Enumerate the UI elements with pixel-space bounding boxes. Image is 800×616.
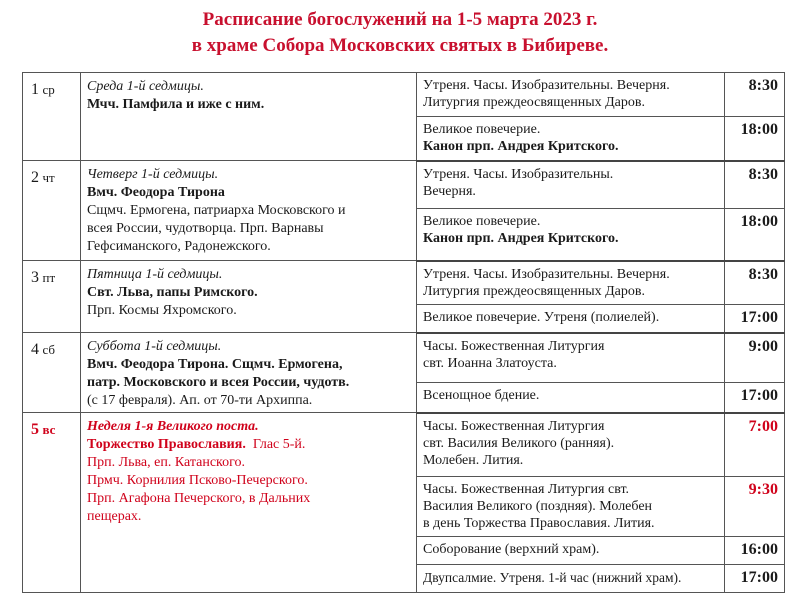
tone: Глас 5-й. [252,437,306,452]
service-time: 18:00 [725,117,785,161]
service-line: Утреня. Часы. Изобразительны. Вечерня. [423,78,670,93]
service-cell [417,161,725,209]
service-line: в день Торжества Православия. Лития. [423,516,655,531]
table-row [23,73,785,117]
day-number: 4 [31,341,39,358]
saints-cell [81,413,417,593]
date-cell [23,261,81,333]
table-row [23,413,785,477]
service-line: Великое повечерие. Утреня (полиелей). [423,310,660,325]
service-line: Литургия преждеосвященных Даров. [423,283,645,299]
date-cell [23,161,81,261]
service-line: Всенощное бдение. [423,388,540,403]
service-line: Великое повечерие. [423,214,541,229]
day-number: 1 [31,81,39,98]
service-cell [417,305,725,333]
saint-line: Свт. Льва, папы Римского. [87,285,258,300]
service-line: Василия Великого (поздняя). Молебен [423,499,653,514]
service-line: Великое повечерие. [423,122,541,137]
service-line: Молебен. Лития. [423,452,524,468]
service-time: 17:00 [725,383,785,413]
saint-line: Прп. Агафона Печерского, в Дальних [87,491,311,506]
week-day-line: Четверг 1-й седмицы. [87,167,219,182]
service-time: 8:30 [725,161,785,209]
table-row [23,161,785,209]
service-cell [417,333,725,383]
table-row [23,333,785,383]
service-line: Литургия преждеосвященных Даров. [423,95,645,110]
date-cell [23,333,81,413]
service-time: 17:00 [725,305,785,333]
saint-line: всея России, чудотворца. Прп. Варнавы [87,221,324,236]
service-time: 9:30 [725,477,785,537]
saint-line: Гефсиманского, Радонежского. [87,239,271,254]
date-cell [23,73,81,161]
day-of-week: сб [42,342,56,357]
service-time: 7:00 [725,413,785,477]
service-cell [417,413,725,477]
saint-line: Мчч. Памфила и иже с ним. [87,97,265,112]
service-time: 18:00 [725,209,785,261]
day-number: 2 [31,169,39,186]
table-row [23,261,785,305]
saint-line: Прмч. Корнилия Псково-Печерского. [87,473,308,488]
day-of-week: ср [42,82,55,97]
service-cell [417,261,725,305]
service-line: Утреня. Часы. Изобразительны. Вечерня. [423,266,670,282]
service-cell [417,565,725,593]
saints-cell [81,161,417,261]
date-cell [23,413,81,593]
service-time: 9:00 [725,333,785,383]
page-title: Расписание богослужений на 1-5 марта 2023 г. [202,9,598,30]
saint-line: Прп. Льва, еп. Катанского. [87,455,246,470]
saint-line: Вмч. Феодора Тирона. Сщмч. Ермогена, [87,357,343,372]
service-cell [417,477,725,537]
service-line: Канон прп. Андрея Критского. [423,231,619,246]
service-line: Вечерня. [423,183,476,199]
week-day-line: Пятница 1-й седмицы. [87,267,223,282]
saint-line: пещерах. [87,509,142,524]
day-number: 3 [31,269,39,286]
saints-cell [81,333,417,413]
service-time: 8:30 [725,261,785,305]
service-line: Двупсалмие. Утреня. 1-й час (нижний храм). [423,570,682,585]
saint-line: (с 17 февраля). Ап. от 70-ти Архиппа. [87,393,313,408]
service-line: Часы. Божественная Литургия [423,338,605,354]
day-of-week: чт [42,170,55,185]
service-cell [417,209,725,261]
service-line: Часы. Божественная Литургия свт. [423,482,630,497]
service-line: Часы. Божественная Литургия [423,418,605,434]
service-line: Канон прп. Андрея Критского. [423,139,619,154]
saint-line: Вмч. Феодора Тирона [87,185,225,200]
day-of-week: вс [42,422,56,437]
service-time: 8:30 [725,73,785,117]
service-line: свт. Василия Великого (ранняя). [423,435,615,451]
service-line: свт. Иоанна Златоуста. [423,355,557,371]
saint-line: Прп. Космы Яхромского. [87,303,237,318]
service-cell [417,383,725,413]
service-cell [417,73,725,117]
service-time: 17:00 [725,565,785,593]
feast-name: Торжество Православия. [87,437,246,452]
week-day-line: Среда 1-й седмицы. [87,79,204,94]
service-line: Соборование (верхний храм). [423,542,600,557]
day-number: 5 [31,421,39,438]
week-day-line: Неделя 1-я Великого поста. [87,419,259,434]
service-time: 16:00 [725,537,785,565]
saint-line: Сщмч. Ермогена, патриарха Московского и [87,203,346,218]
week-day-line: Суббота 1-й седмицы. [87,339,222,354]
service-cell [417,117,725,161]
day-of-week: пт [42,270,56,285]
saints-cell [81,261,417,333]
service-line: Утреня. Часы. Изобразительны. [423,166,614,182]
schedule-table [22,72,785,593]
saints-cell [81,73,417,161]
service-cell [417,537,725,565]
page-subtitle: в храме Собора Московских святых в Бибиреве. [191,35,609,56]
saint-line: патр. Московского и всея России, чудотв. [87,375,350,390]
